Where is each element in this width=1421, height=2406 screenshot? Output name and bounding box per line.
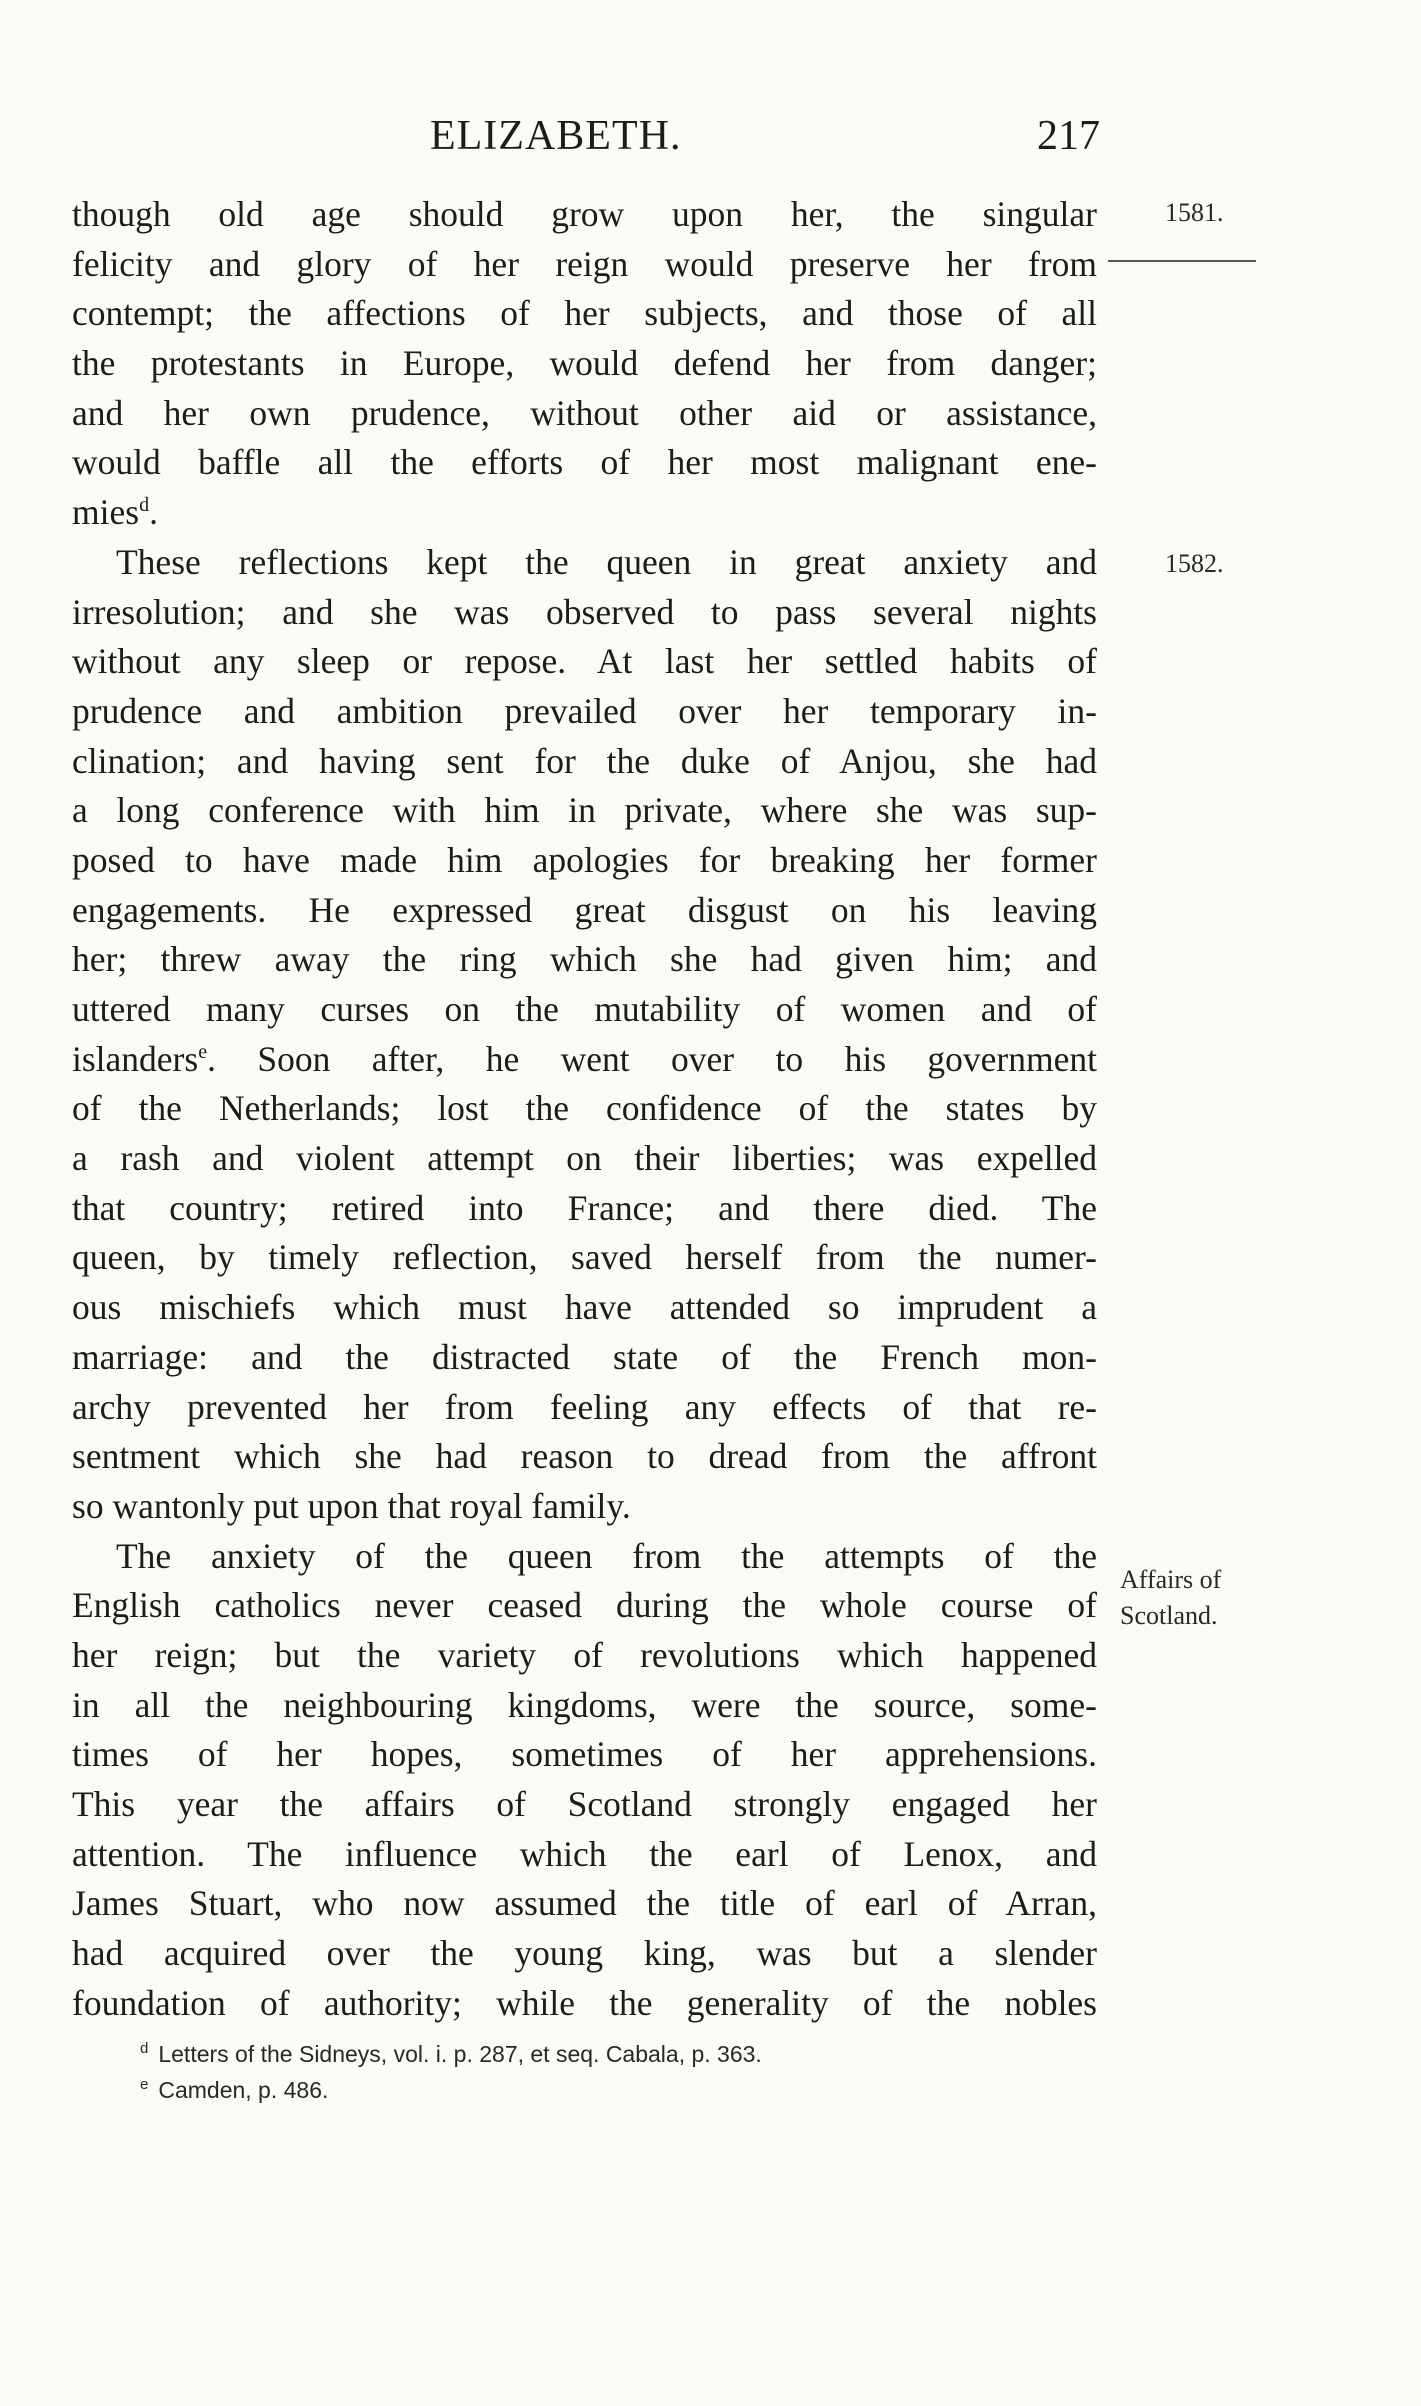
footnote-ref-e: e [198, 1040, 208, 1063]
text-line: her; threw away the ring which she had given him; and [72, 939, 1097, 980]
text-fragment: Soon after, he went over to his government [257, 1038, 1097, 1079]
text-line-paragraph-end: so wantonly put upon that royal family. [72, 1485, 631, 1526]
text-line: a long conference with him in private, where she was sup- [72, 790, 1097, 831]
body-text [72, 190, 1097, 2028]
footnote-e [140, 2072, 1040, 2108]
page-header [70, 112, 1100, 172]
text-line: the protestants in Europe, would defend her from danger; [72, 343, 1097, 384]
text-line-paragraph-start: The anxiety of the queen from the attempts of the [116, 1535, 1097, 1576]
text-line: uttered many curses on the mutability of women and of [72, 989, 1097, 1029]
text-line: contempt; the affections of her subjects, and those of all [72, 293, 1097, 334]
text-line: felicity and glory of her reign would preserve her from [72, 243, 1097, 284]
footnote-mark: e [140, 2076, 149, 2094]
text-line: of the Netherlands; lost the confidence of the states by [72, 1088, 1097, 1129]
text-line: that country; retired into France; and there died. The [72, 1187, 1097, 1228]
footnotes [140, 2036, 1040, 2108]
text-line: in all the neighbouring kingdoms, were the source, some- [72, 1684, 1097, 1725]
text-fragment: islanders [72, 1038, 199, 1079]
text-line: though old age should grow upon her, the singular [72, 194, 1097, 234]
margin-year-1581: 1581. [1165, 198, 1224, 227]
text-line: This year the affairs of Scotland strongly engaged her [72, 1784, 1097, 1824]
text-line: and her own prudence, without other aid or assistance, [72, 392, 1097, 433]
text-line: times of her hopes, sometimes of her apprehensions. [72, 1734, 1097, 1775]
text-line: attention. The influence which the earl of Lenox, and [72, 1833, 1097, 1874]
text-line: James Stuart, who now assumed the title of earl of Arran, [72, 1883, 1097, 1924]
text-line: foundation of authority; while the generality of the nobles [72, 1982, 1097, 2023]
text-line-paragraph-start: These reflections kept the queen in great anxiety and [116, 541, 1097, 582]
text-line: had acquired over the young king, was but a slender [72, 1933, 1097, 1974]
text-line: ous mischiefs which must have attended so imprudent a [72, 1287, 1097, 1328]
text-line-paragraph-end: mies$^d$. [72, 492, 158, 533]
text-line: her reign; but the variety of revolutions which happened [72, 1634, 1097, 1675]
text-line: prudence and ambition prevailed over her temporary in- [72, 690, 1097, 731]
text-line: English catholics never ceased during the whole course of [72, 1585, 1097, 1626]
text-line: engagements. He expressed great disgust on his leaving [72, 889, 1097, 930]
text-line: would baffle all the efforts of her most malignant ene- [72, 442, 1097, 483]
text-line: without any sleep or repose. At last her settled habits of [72, 641, 1097, 682]
margin-year-1582: 1582. [1165, 549, 1224, 578]
text-line: clination; and having sent for the duke of Anjou, she had [72, 740, 1097, 781]
text-line: irresolution; and she was observed to pass several nights [72, 591, 1097, 632]
running-head: ELIZABETH. [430, 113, 682, 159]
footnote-text: Camden, p. 486. [158, 2077, 329, 2103]
text-line: sentment which she had reason to dread from the affront [72, 1436, 1097, 1477]
text-line: a rash and violent attempt on their liberties; was expelled [72, 1138, 1097, 1179]
text-line: marriage: and the distracted state of the French mon- [72, 1336, 1097, 1377]
text-line: archy prevented her from feeling any effects of that re- [72, 1386, 1097, 1427]
footnote-mark: d [140, 2040, 149, 2058]
page-number: 217 [1037, 113, 1100, 159]
text-line: queen, by timely reflection, saved herself from the numer- [72, 1237, 1097, 1278]
margin-note-affairs-line-2: Scotland. [1120, 1601, 1218, 1630]
footnote-d [140, 2036, 1040, 2072]
text-fragment: mies [72, 492, 140, 533]
margin-rule [1108, 260, 1256, 262]
footnote-ref-d: d [139, 494, 150, 517]
margin-note-affairs-line-1: Affairs of [1120, 1565, 1222, 1594]
text-line-with-footnote: islanders$^e$. Soon after, he went over to his government [72, 1038, 1097, 1079]
footnote-text: Letters of the Sidneys, vol. i. p. 287, et seq. Cabala, p. 363. [158, 2041, 762, 2067]
text-line: posed to have made him apologies for breaking her former [72, 839, 1097, 880]
